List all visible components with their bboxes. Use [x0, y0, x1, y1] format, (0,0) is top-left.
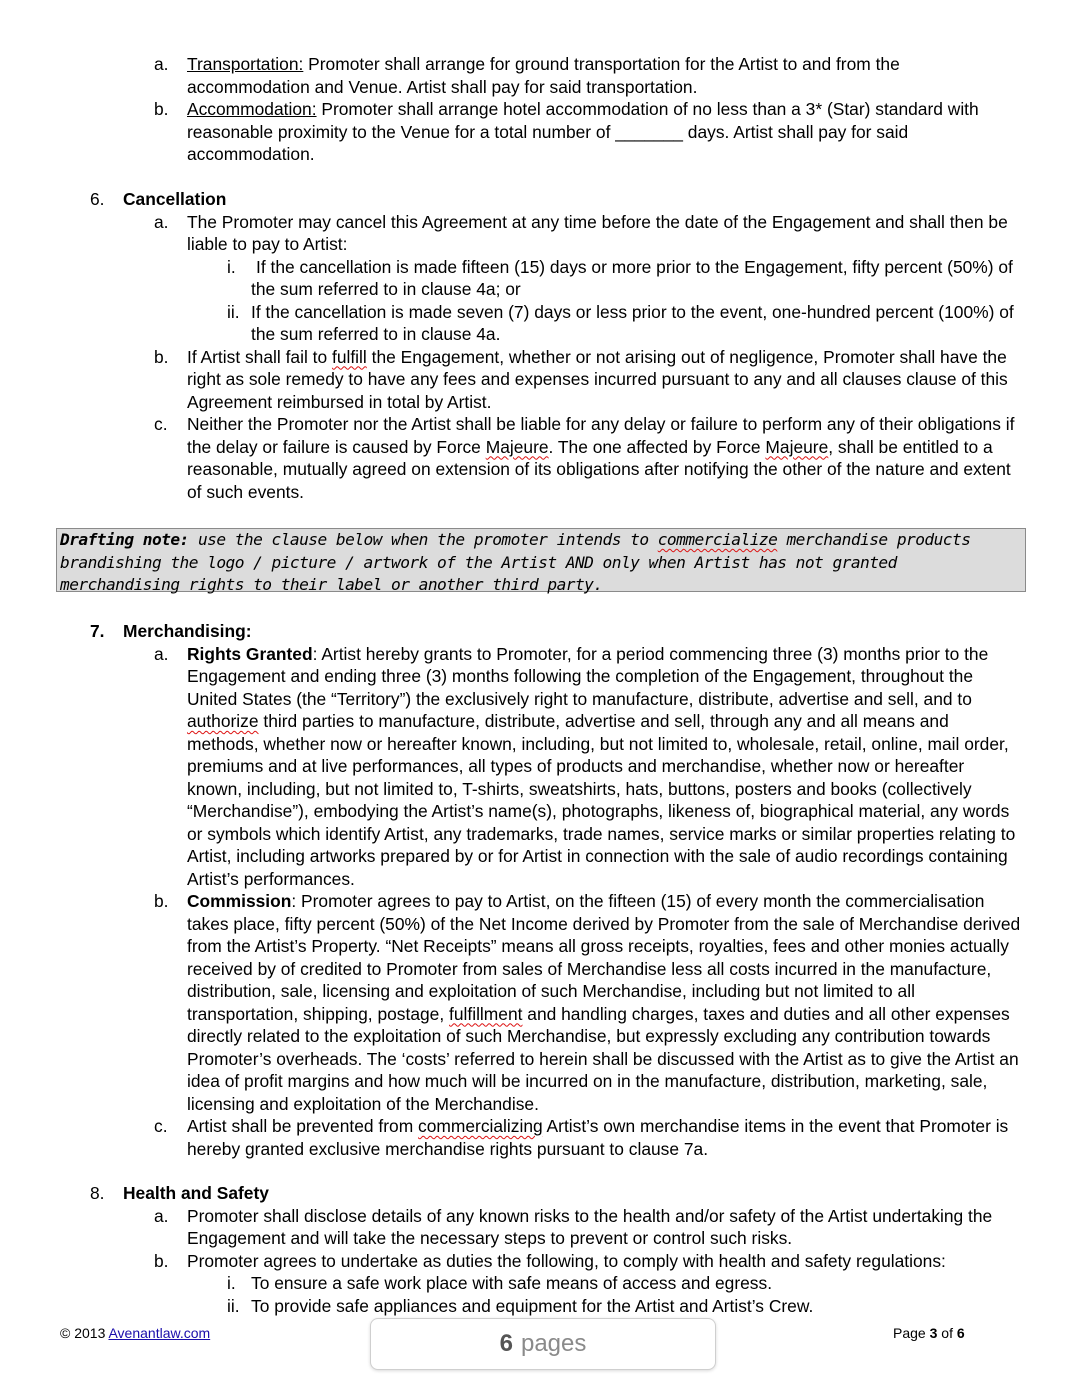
clause-text: If the cancellation is made fifteen (15) days or more prior to the Engagement, fifty percent (50%) of the sum referred to in clause 4a; or: [251, 256, 1013, 299]
spellcheck-word[interactable]: fulfillment: [449, 1003, 523, 1024]
section-5-continued: [0, 53, 1084, 166]
page-count-number: 6: [499, 1329, 513, 1357]
page-total: 6: [956, 1325, 965, 1341]
clause-marker: b.: [154, 346, 169, 367]
drafting-note-label: Drafting note:: [60, 530, 189, 549]
clause-text: , shall be entitled to a reasonable, mutually agreed on extension of its obligations after notifying the other of the nature and extent of such events.: [187, 436, 1011, 502]
clause-marker: i.: [227, 1273, 236, 1293]
section-title: Cancellation: [123, 189, 227, 209]
footer-copyright: [60, 1324, 210, 1342]
spellcheck-word[interactable]: Majeure: [485, 436, 549, 457]
clause-text: Artist’s own merchandise items in the event that Promoter is hereby granted exclusive merchandise rights pursuant to clause 7a.: [187, 1116, 1009, 1159]
section-7: [0, 620, 1084, 1160]
clause-label: Commission: [187, 891, 292, 911]
page-current: 3: [929, 1325, 938, 1341]
clause-text: Promoter agrees to undertake as duties the following, to comply with health and safety regulations:: [187, 1250, 946, 1271]
clause-marker: a.: [154, 1205, 169, 1226]
clause-8a: [0, 1205, 1022, 1250]
clause-7b: [0, 890, 1022, 1115]
clause-5a: [0, 53, 1022, 98]
clause-marker: a.: [154, 211, 169, 232]
clause-marker: ii.: [227, 1295, 240, 1316]
clause-label: Rights Granted: [187, 643, 313, 664]
clause-6a: [0, 211, 1022, 256]
clause-8b-i: [0, 1272, 1022, 1295]
clause-6a-i: [0, 256, 1022, 301]
clause-7c: [0, 1115, 1022, 1160]
section-heading: [0, 1182, 1084, 1205]
section-number: 8.: [90, 1183, 105, 1203]
section-number: 7.: [90, 621, 105, 641]
clause-text: The Promoter may cancel this Agreement at any time before the date of the Engagement and shall then be liable to pay to Artist:: [187, 211, 1008, 254]
page-count-label: pages: [520, 1329, 587, 1357]
clause-text: Promoter shall disclose details of any known risks to the health and/or safety of the Artist undertaking the Engagement and will take the necessary steps to prevent or control such risks.: [187, 1205, 993, 1248]
drafting-note-text: use the clause below when the promoter intends to: [188, 530, 658, 549]
spellcheck-word[interactable]: commercialize: [657, 530, 778, 549]
spellcheck-word[interactable]: Majeure: [765, 436, 829, 457]
section-title: Health and Safety: [123, 1183, 269, 1203]
clause-marker: c.: [154, 1116, 168, 1136]
section-heading: [0, 620, 1084, 643]
clause-label: Accommodation:: [187, 99, 317, 119]
clause-text: If Artist shall fail to: [187, 346, 332, 367]
clause-8b-ii: [0, 1295, 1022, 1318]
clause-8b: [0, 1250, 1022, 1273]
clause-marker: ii.: [227, 301, 240, 322]
section-title: Merchandising:: [123, 621, 252, 641]
clause-marker: i.: [227, 256, 236, 277]
footer-link[interactable]: Avenantlaw.com: [108, 1325, 211, 1341]
clause-marker: c.: [154, 414, 168, 434]
copyright-text: © 2013: [60, 1325, 109, 1341]
clause-text: Artist shall be prevented from: [187, 1116, 419, 1136]
clause-marker: a.: [154, 643, 169, 664]
drafting-note-text: merchandise products brandishing the logo / picture / artwork of the Artist AND only when Artist has not granted merchandising rights to their label or another third party.: [60, 530, 971, 595]
clause-text: Neither the Promoter nor the Artist shall be liable for any delay or failure to perform any of their obligations if the delay or failure is caused by Force: [187, 414, 1015, 457]
clause-text: To provide safe appliances and equipment for the Artist and Artist’s Crew.: [251, 1295, 814, 1316]
page-of: of: [937, 1325, 957, 1341]
clause-5b: [0, 98, 1022, 166]
spellcheck-word[interactable]: fulfill: [331, 346, 367, 367]
clause-text: . The one affected by Force: [548, 436, 766, 457]
clause-text: the Engagement, whether or not arising out of negligence, Promoter shall have the right as sole remedy to have any fees and expenses incurred pursuant to any and all clauses clause of this Agreement reimbursed in total by Artist.: [187, 346, 1008, 412]
clause-text: Promoter shall arrange for ground transportation for the Artist to and from the accommodation and Venue. Artist shall pay for said transportation.: [187, 54, 900, 97]
clause-text: : Promoter agrees to pay to Artist, on the fifteen (15) of every month the commercialisation takes place, fifty percent (50%) of the Net Income derived by Promoter from the sale of Merchandise derived from the Artist’s Property. “Net Receipts” means all gross receipts, royalties, fees and other monies actually received by of credited to Promoter from sales of Merchandise less all costs incurred in the manufacture, distribution, sale, licensing and exploitation of such Merchandise, including but not limited to all transportation, shipping, postage,: [187, 891, 1021, 1024]
clause-marker: b.: [154, 1250, 169, 1271]
spellcheck-word[interactable]: commercializing: [418, 1116, 543, 1136]
clause-7a: [0, 643, 1022, 891]
page-prefix: Page: [893, 1325, 930, 1341]
clause-marker: b.: [154, 99, 169, 119]
clause-text: If the cancellation is made seven (7) days or less prior to the event, one-hundred percent (100%) of the sum referred to in clause 4a.: [251, 301, 1014, 344]
section-heading: [0, 188, 1084, 211]
section-8: [0, 1182, 1084, 1317]
footer-page-number: [893, 1324, 965, 1342]
section-number: 6.: [90, 189, 105, 209]
clause-label: Transportation:: [187, 54, 304, 74]
section-6: [0, 188, 1084, 503]
clause-text: Promoter shall arrange hotel accommodation of no less than a 3* (Star) standard with reasonable proximity to the Venue for a total number of _______ days. Artist shall pay for said accommodation.: [187, 99, 979, 164]
page-count-pill[interactable]: [370, 1318, 716, 1370]
clause-marker: a.: [154, 54, 169, 74]
clause-text: : Artist hereby grants to Promoter, for a period commencing three (3) months prior to the Engagement and ending three (3) months following the completion of the Engagement, throughout the United States (the “Territory”) the exclusively right to manufacture, distribute, advertise and sell, and to: [187, 643, 989, 709]
clause-marker: b.: [154, 891, 169, 911]
clause-text: third parties to manufacture, distribute, advertise and sell, through any and all means and methods, whether now or hereafter known, including, but not limited to, wholesale, retail, online, mail order, premiums and at live performances, all types of products and merchandise, whether now or hereafter known, including, but not limited to, T-shirts, sweatshirts, hats, buttons, posters and books (collectively “Merchandise”), embodying the Artist’s name(s), photographs, likeness of, biographical material, any words or symbols which identify Artist, any trademarks, trade names, service marks or similar properties relating to Artist, including artworks prepared by or for Artist in connection with the sale of audio recordings containing Artist’s performances.: [187, 711, 1016, 889]
clause-6c: [0, 413, 1022, 503]
drafting-note: [56, 528, 1026, 595]
clause-6a-ii: [0, 301, 1022, 346]
clause-text: and handling charges, taxes and duties and all other expenses directly related to the exploitation of such Merchandise, but expressly excluding any contribution towards Promoter’s overheads. The ‘costs’ referred to herein shall be discussed with the Artist as to give the Artist an idea of profit margins and how much will be incurred on in the manufacture, distribution, marketing, sale, licensing and exploitation of the Merchandise.: [187, 1003, 1019, 1114]
spellcheck-word[interactable]: authorize: [187, 711, 259, 731]
clause-text: To ensure a safe work place with safe means of access and egress.: [251, 1273, 773, 1293]
clause-6b: [0, 346, 1022, 414]
